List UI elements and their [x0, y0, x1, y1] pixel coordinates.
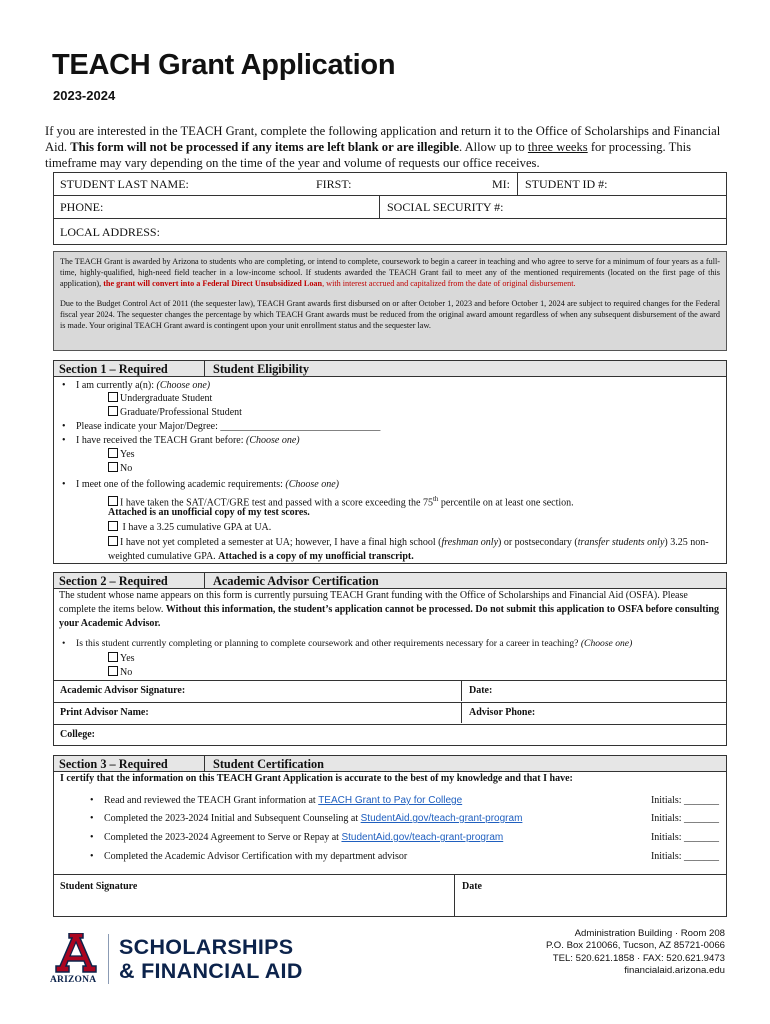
section-2: [53, 572, 727, 746]
option-test-score[interactable]: I have taken the SAT/ACT/GRE test and passed with a score exceeding the 75th percentile on at least one section.: [108, 492, 574, 510]
advisor-name-row: [54, 702, 726, 723]
studentaid-counseling-link[interactable]: StudentAid.gov/teach-grant-program: [360, 813, 523, 824]
option-received-no[interactable]: No: [108, 462, 132, 476]
grant-notice-box: [53, 251, 727, 351]
ssn-field[interactable]: SOCIAL SECURITY #:: [387, 200, 504, 214]
mi-field[interactable]: MI:: [492, 177, 510, 191]
student-id-field[interactable]: STUDENT ID #:: [525, 177, 608, 191]
first-name-field[interactable]: FIRST:: [316, 177, 352, 191]
section-1-header: [54, 361, 726, 377]
initials-field[interactable]: Initials: _______: [650, 851, 719, 862]
checkbox-icon: [108, 406, 118, 416]
section-3: [53, 755, 727, 917]
divider: [379, 196, 380, 218]
office-address: Administration Building · Room 208 P.O. Box 210066, Tucson, AZ 85721-0066 TEL: 520.621.1858 · FAX: 520.621.9473 financialaid.arizona.edu: [545, 928, 725, 977]
logo-divider: [108, 934, 109, 984]
cert-item-counseling: • Completed the 2023-2024 Initial and Subsequent Counseling at StudentAid.gov/teach-grant-program: [104, 812, 522, 826]
student-signature-row: [54, 874, 726, 917]
last-name-field[interactable]: STUDENT LAST NAME:: [60, 177, 189, 191]
advisor-phone-field[interactable]: Advisor Phone:: [469, 707, 536, 718]
print-advisor-name-field[interactable]: Print Advisor Name:: [60, 707, 149, 718]
info-row-phone: [54, 196, 726, 219]
checkbox-icon: [108, 392, 118, 402]
advisor-signature-field[interactable]: Academic Advisor Signature:: [60, 685, 186, 696]
college-field[interactable]: College:: [60, 729, 95, 740]
section-1-title: Student Eligibility: [213, 362, 310, 376]
page-title: TEACH Grant Application: [52, 49, 396, 81]
divider: [517, 173, 518, 195]
checkbox-icon: [108, 462, 118, 472]
question-academic-requirements: • I meet one of the following academic requirements: (Choose one): [76, 478, 339, 492]
arizona-wordmark: ARIZONA: [50, 975, 97, 985]
question-major[interactable]: • Please indicate your Major/Degree: ________________________________: [76, 420, 380, 434]
checkbox-icon: [108, 521, 118, 531]
checkbox-icon: [108, 652, 118, 662]
question-current-status: • I am currently a(n): (Choose one): [76, 379, 210, 393]
option-graduate[interactable]: Graduate/Professional Student: [108, 406, 242, 420]
cert-item-read: • Read and reviewed the TEACH Grant information at TEACH Grant to Pay for College: [104, 794, 462, 808]
phone-field[interactable]: PHONE:: [60, 200, 104, 214]
student-date-field[interactable]: Date: [462, 881, 482, 892]
question-teaching-career: • Is this student currently completing or planning to complete coursework and other requirements necessary for a career in teaching? (Choose one): [76, 637, 632, 651]
notice-paragraph-1: The TEACH Grant is awarded by Arizona to students who are completing, or intend to complete, coursework to begin a career in teaching and who agree to serve for a minimum of four years as a full-time, highly-qualified, high-need field teacher in a low-income school. If students awarded the TEACH Grant fail to meet any of the mentioned requirements (located on the first page of this application), the grant will convert into a Federal Direct Unsubsidized Loan, with interest accrued and capitalized from the date of original disbursement.: [60, 257, 720, 289]
section-2-title: Academic Advisor Certification: [213, 574, 379, 588]
initials-field[interactable]: Initials: _______: [650, 795, 719, 806]
section-2-header: [54, 573, 726, 589]
cert-item-advisor: • Completed the Academic Advisor Certification with my department advisor: [104, 850, 407, 864]
section-3-header: [54, 756, 726, 772]
website-link[interactable]: financialaid.arizona.edu: [624, 965, 725, 977]
option-hs-gpa[interactable]: I have not yet completed a semester at UA; however, I have a final high school (freshman only) or postsecondary (transfer students only) 3.25 non-weighted cumulative GPA. Attached is a copy of my unofficial transcript.: [108, 537, 709, 562]
checkbox-icon: [108, 666, 118, 676]
advisor-date-field[interactable]: Date:: [469, 685, 493, 696]
arizona-a-logo-icon: [53, 933, 99, 973]
initials-field[interactable]: Initials: _______: [650, 813, 719, 824]
cert-item-agreement: • Completed the 2023-2024 Agreement to Serve or Repay at StudentAid.gov/teach-grant-program: [104, 831, 503, 845]
section-1: [53, 360, 727, 564]
initials-field[interactable]: Initials: _______: [650, 832, 719, 843]
student-signature-field[interactable]: Student Signature: [60, 881, 138, 892]
checkbox-icon: [108, 448, 118, 458]
test-score-note: Attached is an unofficial copy of my test scores.: [108, 507, 310, 518]
studentaid-agreement-link[interactable]: StudentAid.gov/teach-grant-program: [341, 832, 504, 843]
option-received-yes[interactable]: Yes: [108, 448, 135, 462]
address-field[interactable]: LOCAL ADDRESS:: [60, 225, 160, 239]
checkbox-icon: [108, 536, 118, 546]
section-3-label: Section 3 – Required: [59, 757, 168, 771]
info-row-name: [54, 173, 726, 196]
teach-grant-link[interactable]: TEACH Grant to Pay for College: [318, 795, 463, 806]
certify-statement: I certify that the information on this TEACH Grant Application is accurate to the best of my knowledge and that I have:: [60, 773, 573, 784]
question-received-before: • I have received the TEACH Grant before: (Choose one): [76, 434, 300, 448]
option-undergraduate[interactable]: Undergraduate Student: [108, 392, 212, 406]
intro-paragraph: If you are interested in the TEACH Grant, complete the following application and return it to the Office of Scholarships and Financial Aid. This form will not be processed if any items are left blank or are illegible. Allow up to three weeks for processing. This timeframe may vary depending on the time of the year and volume of requests our office receives.: [45, 124, 721, 170]
advisor-signature-row: [54, 680, 726, 701]
college-row: [54, 724, 726, 745]
checkbox-icon: [108, 496, 118, 506]
notice-paragraph-2: Due to the Budget Control Act of 2011 (the sequester law), TEACH Grant awards first disbursed on or after October 1, 2023 and before October 1, 2024 are subject to required changes for the Federal fiscal year 2024. The sequester changes the percentage by which TEACH Grant awards must be reduced from the original award amount regardless of when any subsequent disbursement of the award is made. Your original TEACH Grant award is contingent upon your unit enrollment status and the sequester law.: [60, 298, 720, 331]
advisor-instructions: The student whose name appears on this form is currently pursuing TEACH Grant funding with the Office of Scholarships and Financial Aid (OSFA). Please complete the items below. Without this information, the student’s application cannot be processed. Do not submit this application to OSFA before consulting your Academic Advisor.: [59, 590, 719, 629]
office-logo-text: SCHOLARSHIPS & FINANCIAL AID: [119, 935, 303, 983]
student-info-table: [53, 172, 727, 245]
section-2-label: Section 2 – Required: [59, 574, 168, 588]
option-advisor-no[interactable]: No: [108, 666, 132, 680]
section-3-title: Student Certification: [213, 757, 325, 771]
academic-year: 2023-2024: [53, 88, 116, 103]
section-1-label: Section 1 – Required: [59, 362, 168, 376]
option-advisor-yes[interactable]: Yes: [108, 652, 135, 666]
option-gpa[interactable]: I have a 3.25 cumulative GPA at UA.: [108, 521, 271, 535]
info-row-address: [54, 219, 726, 244]
